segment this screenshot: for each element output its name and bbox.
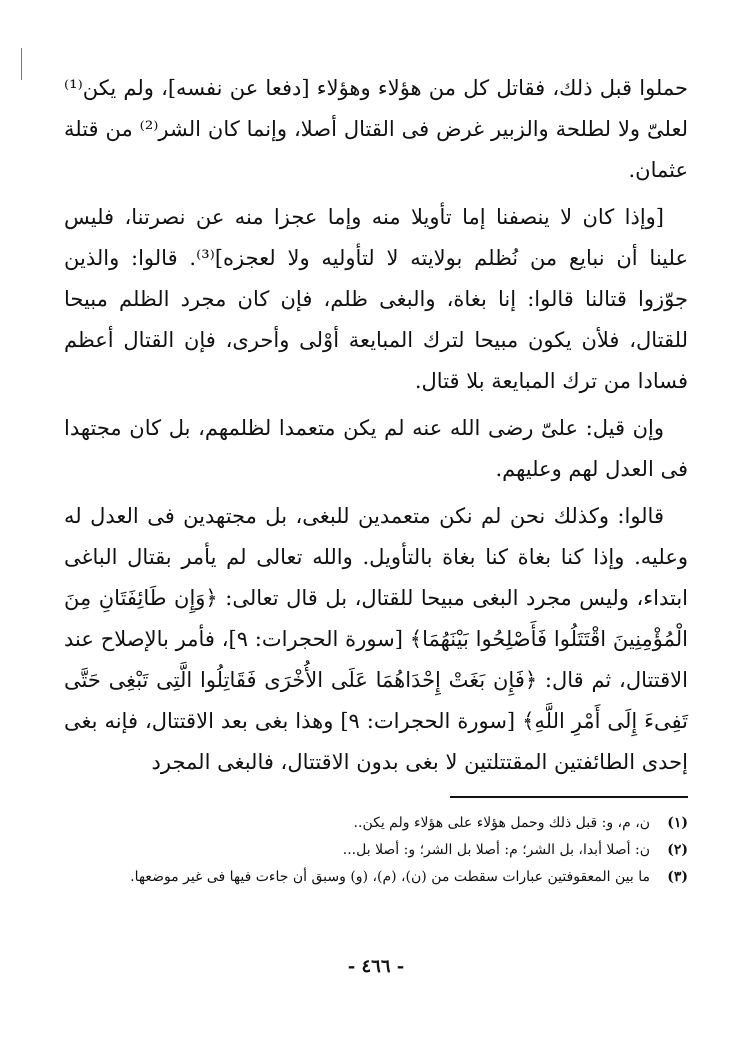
paragraph: حملوا قبل ذلك، فقاتل كل من هؤلاء وهؤلاء [دفعا عن نفسه]، ولم يكن⁽¹⁾ لعلىّ ولا لطلحة والزبير غرض فى القتال أصلا، وإنما كان الشر⁽²⁾ من قتلة عثمان.: [64, 76, 688, 182]
footnotes: [80, 810, 688, 891]
footnote-number: (٢): [667, 842, 688, 858]
footnote-divider: [450, 796, 688, 798]
footnote-number: (١): [667, 815, 688, 831]
page-number: - ٤٦٦ -: [347, 956, 405, 977]
footnote: [80, 864, 688, 891]
paragraph: قالوا: وكذلك نحن لم نكن متعمدين للبغى، بل مجتهدين فى العدل له وعليه. وإذا كنا بغاة كنا بغاة بالتأويل. والله تعالى لم يأمر بقتال الباغى ابتداء، وليس مجرد البغى مبيحا للقتال، بل قال تعالى: ﴿وَإِن طَائِفَتَانِ مِنَ الْمُؤْمِنِينَ اقْتَتَلُوا فَأَصْلِحُوا بَيْنَهُمَا﴾ [سورة الحجرات: ٩]، فأمر بالإصلاح عند الاقتتال، ثم قال: ﴿فَإِن بَغَتْ إِحْدَاهُمَا عَلَى الأُخْرَى فَقَاتِلُوا الَّتِى تَبْغِى حَتَّى تَفِىءَ إِلَى أَمْرِ اللَّهِ﴾ [سورة الحجرات: ٩] وهذا بغى بعد الاقتتال، فإنه بغى إحدى الطائفتين المقتتلتين لا بغى بدون الاقتتال، فالبغى المجرد: [64, 504, 688, 774]
footnote: [80, 837, 688, 864]
footnote-text: ن: أصلا أبدا، بل الشر؛ م: أصلا بل الشر؛ و: أصلا بل...: [342, 842, 650, 858]
margin-line: [21, 48, 22, 80]
footnote-number: (٣): [667, 869, 688, 885]
paragraph: [وإذا كان لا ينصفنا إما تأويلا منه وإما عجزا منه عن نصرتنا، فليس علينا أن نبايع من نُظلم بولايته لا لتأوليه ولا لعجزه]⁽³⁾. قالوا: والذين جوّزوا قتالنا قالوا: إنا بغاة، والبغى ظلم، فإن كان مجرد الظلم مبيحا للقتال، فلأن يكون مبيحا لترك المبايعة أوْلى وأحرى، فإن القتال أعظم فسادا من ترك المبايعة بلا قتال.: [64, 205, 688, 393]
paragraph: وإن قيل: علىّ رضى الله عنه لم يكن متعمدا لظلمهم، بل كان مجتهدا فى العدل لهم وعليهم.: [64, 416, 688, 481]
main-text: [64, 68, 688, 789]
footnote-text: ما بين المعقوفتين عبارات سقطت من (ن)، (م)، (و) وسبق أن جاءت فيها فى غير موضعها.: [130, 869, 650, 885]
footnote-text: ن، م، و: قبل ذلك وحمل هؤلاء على هؤلاء ولم يكن..: [353, 815, 650, 831]
footnote: [80, 810, 688, 837]
